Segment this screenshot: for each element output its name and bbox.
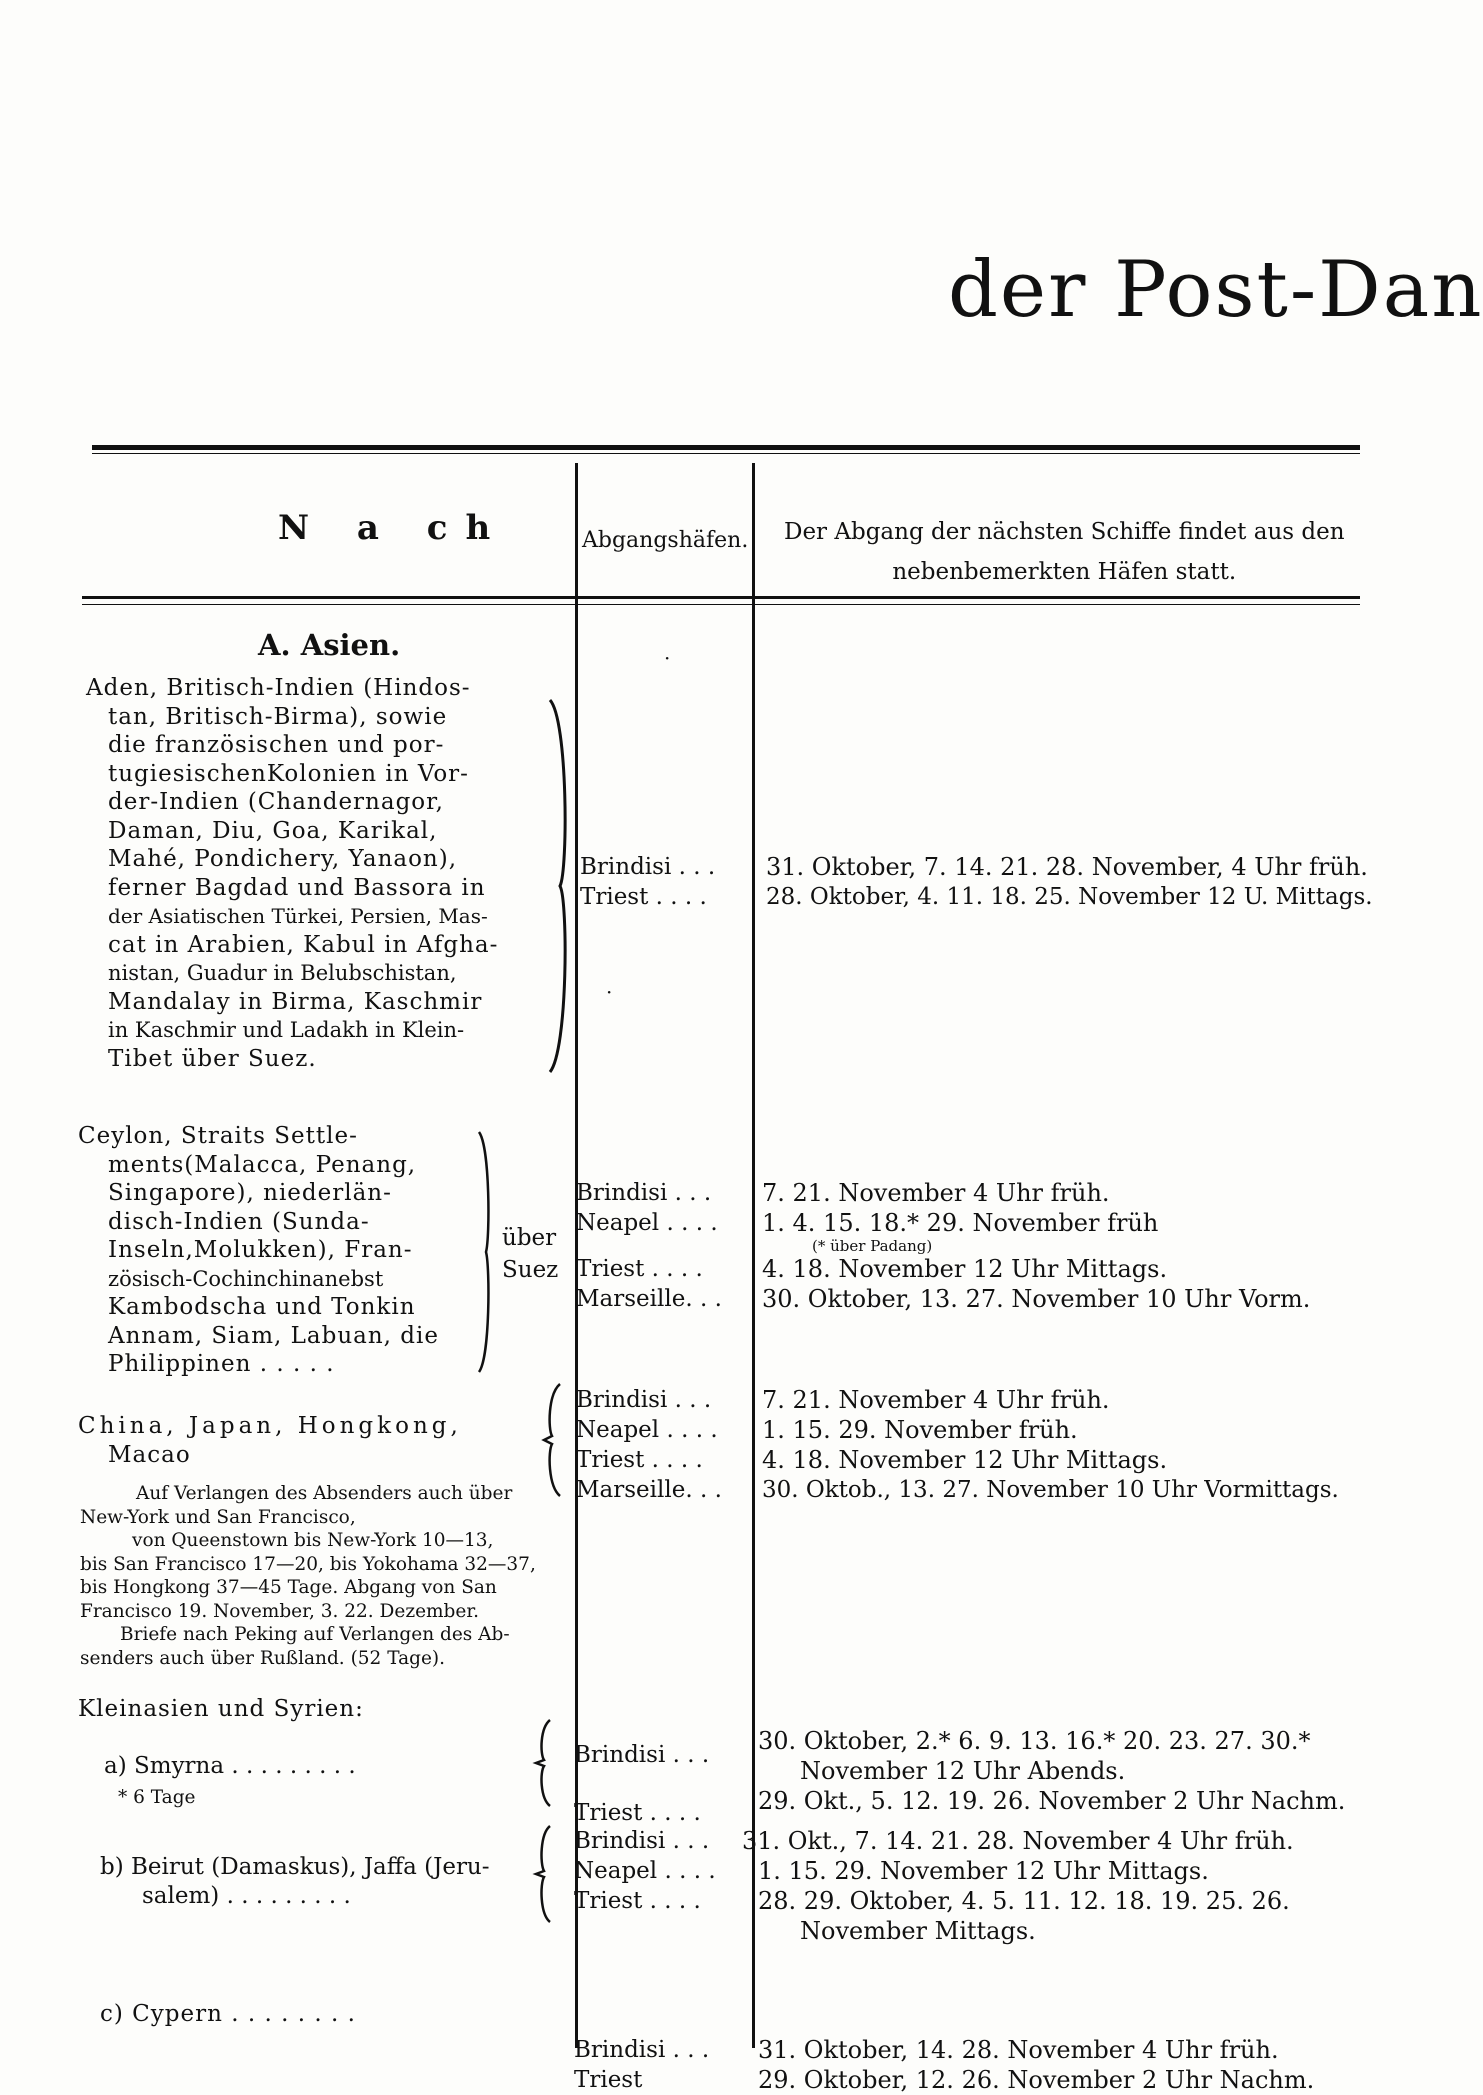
section-heading: A. Asien. <box>258 628 401 662</box>
note-line: Francisco 19. November, 3. 22. Dezember. <box>80 1600 480 1622</box>
port-marseille: Marseille. . . <box>576 1286 722 1312</box>
destination-line: ferner Bagdad und Bassora in <box>108 874 486 901</box>
destination-beirut <box>100 1853 490 1910</box>
destination-line: Philippinen . . . . . <box>108 1351 335 1377</box>
ink-dot: · <box>664 646 671 670</box>
brace <box>534 1720 556 1806</box>
destination-smyrna: a) Smyrna . . . . . . . . . <box>104 1753 356 1779</box>
via-label: Suez <box>502 1257 559 1283</box>
port-neapel: Neapel . . . . <box>574 1858 716 1884</box>
destination-line: disch-Indien (Sunda- <box>108 1208 370 1235</box>
port-triest: Triest . . . . <box>576 1256 703 1282</box>
destination-line: Singapore), niederlän- <box>108 1180 392 1206</box>
destination-line: ments(Malacca, Penang, <box>108 1151 417 1178</box>
note-line: von Queenstown bis New-York 10—13, <box>132 1530 494 1551</box>
note-line: bis Hongkong 37—45 Tage. Abgang von San <box>80 1577 497 1598</box>
port-triest: Triest . . . . <box>576 1447 703 1473</box>
date-line: 31. Oktober, 7. 14. 21. 28. November, 4 Uhr früh. <box>766 853 1368 881</box>
date-line: 31. Oktober, 14. 28. November 4 Uhr früh. <box>758 2036 1279 2064</box>
port-brindisi: Brindisi . . . <box>576 1387 712 1413</box>
destination-aden <box>86 674 498 1073</box>
date-line: 29. Okt., 5. 12. 19. 26. November 2 Uhr Nachm. <box>758 1787 1346 1815</box>
destination-line: in Kaschmir und Ladakh in Klein- <box>108 1018 465 1042</box>
port-brindisi: Brindisi . . . <box>574 1742 710 1768</box>
date-line: 7. 21. November 4 Uhr früh. <box>762 1386 1110 1414</box>
dates-china <box>762 1385 1339 1505</box>
destination-line: Annam, Siam, Labuan, die <box>108 1322 439 1349</box>
port-brindisi: Brindisi . . . <box>574 1828 710 1854</box>
footnote: (* über Padang) <box>812 1237 933 1255</box>
header-rule-thin <box>82 604 1360 605</box>
date-line: 28. 29. Oktober, 4. 5. 11. 12. 18. 19. 25. 26. <box>758 1887 1290 1915</box>
date-line: November 12 Uhr Abends. <box>800 1757 1126 1785</box>
date-line: 1. 15. 29. November 12 Uhr Mittags. <box>758 1857 1209 1885</box>
column-header-departures-line-2: nebenbemerkten Häfen statt. <box>892 559 1237 585</box>
date-line: 30. Oktober, 2.* 6. 9. 13. 16.* 20. 23. 27. 30.* <box>758 1727 1311 1755</box>
date-line: 30. Oktober, 13. 27. November 10 Uhr Vorm. <box>762 1285 1311 1313</box>
via-label: über <box>502 1225 557 1251</box>
note-line: Auf Verlangen des Absenders auch über <box>136 1483 513 1504</box>
port-neapel: Neapel . . . . <box>576 1417 718 1443</box>
note-line: senders auch über Rußland. (52 Tage). <box>80 1647 446 1669</box>
date-line: 4. 18. November 12 Uhr Mittags. <box>762 1255 1168 1283</box>
port-triest: Triest <box>574 2067 643 2093</box>
header-rule-thick <box>82 596 1360 599</box>
dates-aden <box>766 852 1373 912</box>
port-brindisi: Brindisi . . . <box>580 854 716 880</box>
column-header-departures-line-1: Der Abgang der nächsten Schiffe findet aus den <box>784 519 1345 545</box>
date-line: 4. 18. November 12 Uhr Mittags. <box>762 1446 1168 1474</box>
brace <box>476 1132 496 1372</box>
destination-line: cat in Arabien, Kabul in Afgha- <box>108 931 499 958</box>
ink-dot: · <box>606 980 613 1004</box>
date-line: 28. Oktober, 4. 11. 18. 25. November 12 U. Mittags. <box>766 884 1373 910</box>
destination-line: Macao <box>108 1441 191 1468</box>
brace <box>546 700 572 1072</box>
port-brindisi: Brindisi . . . <box>576 1180 712 1206</box>
dates-smyrna <box>758 1726 1345 1816</box>
destination-line: Tibet über Suez. <box>108 1045 317 1072</box>
date-line: 30. Oktob., 13. 27. November 10 Uhr Vormittags. <box>762 1477 1339 1503</box>
column-divider-2 <box>752 463 755 2048</box>
destination-line: nistan, Guadur in Belubschistan, <box>108 961 457 985</box>
ports-cypern <box>574 2035 710 2093</box>
note-line: New-York und San Francisco, <box>80 1506 356 1528</box>
port-brindisi: Brindisi . . . <box>574 2037 710 2063</box>
destination-line: b) Beirut (Damaskus), Jaffa (Jeru- <box>100 1854 490 1880</box>
destination-line: Ceylon, Straits Settle- <box>78 1123 358 1149</box>
destination-line: Mahé, Pondichery, Yanaon), <box>108 846 458 872</box>
dates-cypern <box>758 2035 1315 2094</box>
column-header-departures <box>784 512 1345 592</box>
ports-china <box>576 1385 722 1505</box>
date-line: November Mittags. <box>800 1917 1036 1945</box>
column-header-ports: Abgangshäfen. <box>582 528 749 553</box>
ports-aden <box>580 852 715 912</box>
port-neapel: Neapel . . . . <box>576 1210 718 1236</box>
destination-line: Daman, Diu, Goa, Karikal, <box>108 817 438 844</box>
ports-smyrna <box>574 1726 709 1842</box>
date-line: 31. Okt., 7. 14. 21. 28. November 4 Uhr früh. <box>742 1827 1294 1855</box>
date-line: 29. Oktober, 12. 26. November 2 Uhr Nachm. <box>758 2066 1315 2094</box>
note-smyrna: * 6 Tage <box>118 1787 196 1808</box>
top-rule-thin <box>92 453 1360 454</box>
port-marseille: Marseille. . . <box>576 1477 722 1503</box>
destination-line: tan, Britisch-Birma), sowie <box>108 703 448 730</box>
date-line: 1. 4. 15. 18.* 29. November früh <box>762 1209 1159 1237</box>
port-triest: Triest . . . . <box>580 884 707 910</box>
column-header-destination: N a ch <box>278 508 509 548</box>
ports-beirut <box>574 1826 716 1916</box>
date-line: 7. 21. November 4 Uhr früh. <box>762 1179 1110 1207</box>
destination-line: salem) . . . . . . . . . <box>142 1882 351 1909</box>
destination-line: Inseln,Molukken), Fran- <box>108 1237 413 1263</box>
dates-ceylon <box>762 1178 1310 1314</box>
ports-ceylon <box>576 1178 722 1314</box>
heading-kleinasien: Kleinasien und Syrien: <box>78 1696 364 1722</box>
destination-ceylon <box>78 1122 439 1379</box>
note-china <box>80 1482 536 1670</box>
destination-line: die französischen und por- <box>108 732 445 758</box>
via-suez <box>502 1222 558 1286</box>
date-line: 1. 15. 29. November früh. <box>762 1416 1078 1444</box>
top-rule-thick <box>92 445 1360 450</box>
destination-cypern: c) Cypern . . . . . . . . <box>100 2001 356 2027</box>
brace <box>534 1826 556 1922</box>
destination-line: der-Indien (Chandernagor, <box>108 789 444 815</box>
destination-line: Aden, Britisch-Indien (Hindos- <box>86 675 471 701</box>
page-title: der Post-Dan <box>948 245 1483 335</box>
destination-line: der Asiatischen Türkei, Persien, Mas- <box>108 904 488 928</box>
destination-line: Mandalay in Birma, Kaschmir <box>108 988 483 1015</box>
port-triest: Triest . . . . <box>574 1888 701 1914</box>
brace <box>542 1384 564 1496</box>
destination-line: tugiesischenKolonien in Vor- <box>108 760 469 787</box>
destination-china <box>78 1412 462 1469</box>
note-line: bis San Francisco 17—20, bis Yokohama 32—37, <box>80 1553 536 1575</box>
dates-beirut <box>742 1826 1294 1946</box>
destination-line: zösisch-Cochinchinanebst <box>108 1266 384 1291</box>
destination-line: Kambodscha und Tonkin <box>108 1294 416 1320</box>
note-line: Briefe nach Peking auf Verlangen des Ab- <box>120 1624 510 1645</box>
destination-line: China, Japan, Hongkong, <box>78 1413 462 1439</box>
port-triest: Triest . . . . <box>574 1800 701 1826</box>
